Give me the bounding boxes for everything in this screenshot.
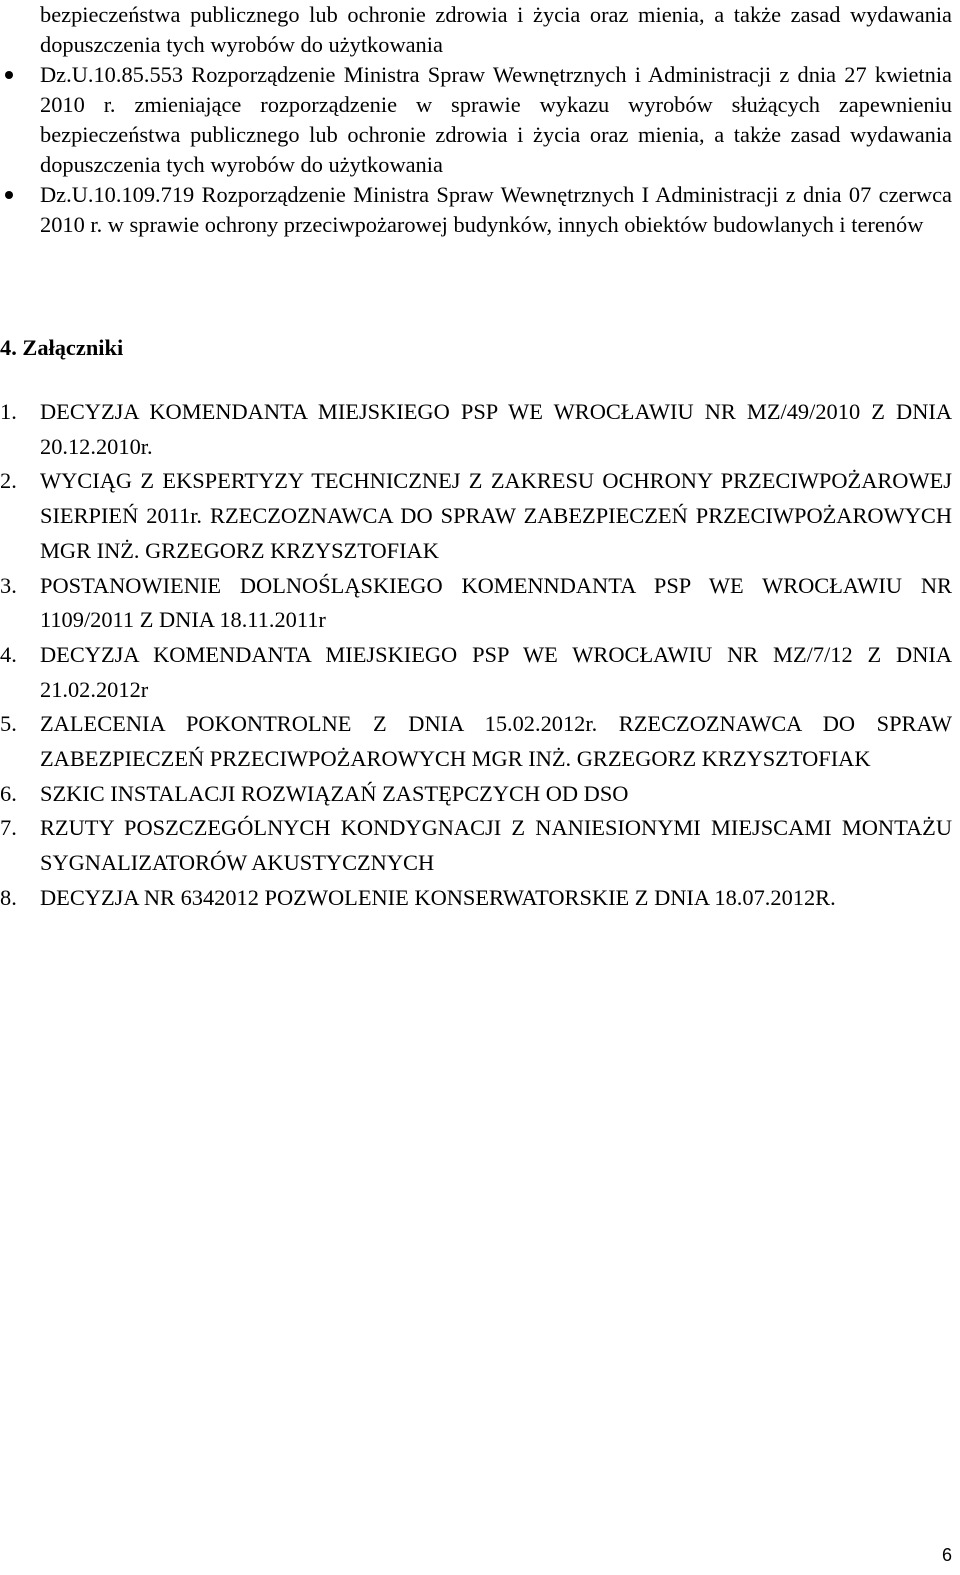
item-number: 1.	[0, 399, 17, 424]
attachment-text: WYCIĄG Z EKSPERTYZY TECHNICZNEJ Z ZAKRESU OCHRONY PRZECIWPOŻAROWEJ SIERPIEŃ 2011r. RZECZOZNAWCA DO SPRAW ZABEZPIECZEŃ PRZECIWPOŻAROWYCH MGR INŻ. GRZEGORZ KRZYSZTOFIAK	[40, 468, 952, 563]
item-number: 6.	[0, 780, 17, 806]
item-number: 7.	[0, 815, 17, 841]
attachment-text: SZKIC INSTALACJI ROZWIĄZAŃ ZASTĘPCZYCH OD DSO	[40, 780, 629, 806]
list-item	[0, 638, 952, 707]
item-number: 8.	[0, 884, 17, 910]
list-item	[0, 60, 952, 180]
intro-paragraph: bezpieczeństwa publicznego lub ochronie zdrowia i życia oraz mienia, a także zasad wydawania dopuszczenia tych wyrobów do użytkowania	[40, 2, 952, 57]
regulation-text: Dz.U.10.109.719 Rozporządzenie Ministra Spraw Wewnętrznych I Administracji z dnia 07 czerwca 2010 r. w sprawie ochrony przeciwpożarowej budynków, innych obiektów budowlanych i terenów	[40, 182, 952, 237]
regulation-text: Dz.U.10.85.553 Rozporządzenie Ministra Spraw Wewnętrznych i Administracji z dnia 27 kwietnia 2010 r. zmieniające rozporządzenie w sprawie wykazu wyrobów służących zapewnieniu bezpieczeństwa publicznego lub ochronie zdrowia i życia oraz mienia, a także zasad wydawania dopuszczenia tych wyrobów do użytkowania	[40, 62, 952, 177]
page-number: 6	[941, 1545, 952, 1565]
item-number: 3.	[0, 572, 17, 598]
list-item	[0, 881, 952, 916]
list-item	[0, 464, 952, 568]
attachment-text: POSTANOWIENIE DOLNOŚLĄSKIEGO KOMENNDANTA PSP WE WROCŁAWIU NR 1109/2011 Z DNIA 18.11.2011r	[40, 572, 952, 633]
attachment-text: DECYZJA KOMENDANTA MIEJSKIEGO PSP WE WROCŁAWIU NR MZ/7/12 Z DNIA 21.02.2012r	[40, 641, 952, 702]
list-item	[0, 569, 952, 638]
list-item	[0, 395, 952, 464]
attachment-text: RZUTY POSZCZEGÓLNYCH KONDYGNACJI Z NANIESIONYMI MIEJSCAMI MONTAŻU SYGNALIZATORÓW AKUSTYCZNYCH	[40, 815, 952, 876]
item-number: 4.	[0, 641, 17, 667]
section-heading: 4. Załączniki	[0, 335, 124, 360]
list-item	[0, 707, 952, 776]
attachment-text: DECYZJA KOMENDANTA MIEJSKIEGO PSP WE WROCŁAWIU NR MZ/49/2010 Z DNIA 20.12.2010r.	[40, 399, 952, 459]
item-number: 2.	[0, 468, 17, 494]
list-item	[0, 811, 952, 880]
bullet-icon	[5, 191, 13, 199]
attachment-text: ZALECENIA POKONTROLNE Z DNIA 15.02.2012r. RZECZOZNAWCA DO SPRAW ZABEZPIECZEŃ PRZECIWPOŻAROWYCH MGR INŻ. GRZEGORZ KRZYSZTOFIAK	[40, 711, 952, 772]
regulations-list	[0, 60, 960, 240]
attachment-text: DECYZJA NR 6342012 POZWOLENIE KONSERWATORSKIE Z DNIA 18.07.2012R.	[40, 884, 836, 910]
list-item	[0, 777, 952, 812]
bullet-icon	[5, 71, 13, 79]
attachments-list	[0, 395, 960, 916]
list-item	[0, 180, 952, 240]
item-number: 5.	[0, 711, 17, 737]
